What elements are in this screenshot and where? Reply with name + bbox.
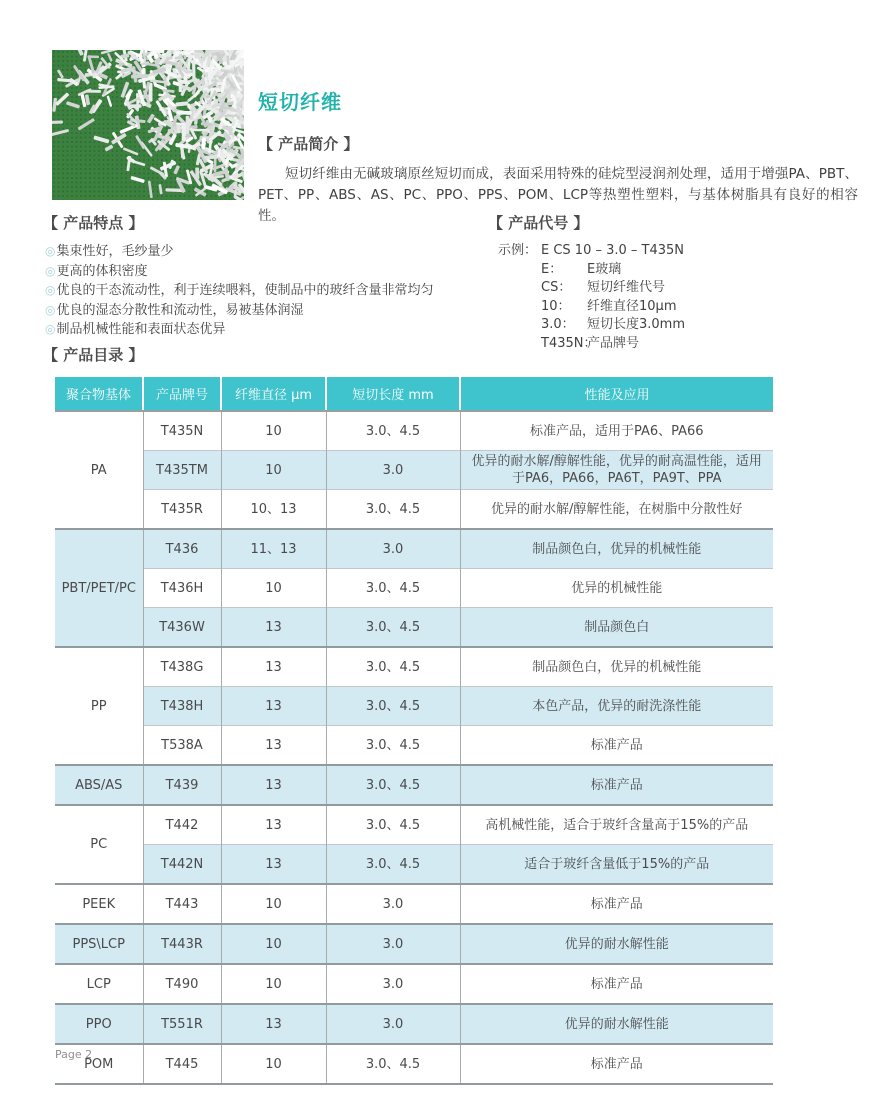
grade-cell: T436 bbox=[143, 529, 221, 569]
grade-cell: T445 bbox=[143, 1044, 221, 1084]
column-header-grade: 产品牌号 bbox=[143, 377, 221, 411]
table-row bbox=[55, 411, 773, 451]
polymer-cell: LCP bbox=[55, 964, 143, 1004]
feature-text: 制品机械性能和表面状态优异 bbox=[56, 322, 226, 337]
code-meaning: E玻璃 bbox=[587, 261, 622, 277]
grade-cell: T438G bbox=[143, 647, 221, 687]
polymer-cell: POM bbox=[55, 1044, 143, 1084]
code-example-row bbox=[498, 242, 860, 261]
length-cell: 3.0 bbox=[326, 451, 460, 490]
code-token: 10： bbox=[541, 298, 571, 314]
features-heading: 【 产品特点 】 bbox=[43, 214, 144, 232]
table-row bbox=[55, 765, 773, 805]
performance-cell: 优异的耐水解/醇解性能，优异的耐高温性能，适用于PA6，PA66，PA6T，PA9T、PPA bbox=[460, 451, 773, 490]
code-row bbox=[498, 298, 860, 317]
example-label: 示例： bbox=[498, 243, 538, 258]
length-cell: 3.0、4.5 bbox=[326, 569, 460, 608]
list-item bbox=[45, 262, 488, 282]
length-cell: 3.0、4.5 bbox=[326, 490, 460, 530]
performance-cell: 适合于玻纤含量低于15%的产品 bbox=[460, 845, 773, 885]
code-meaning: 短切长度3.0mm bbox=[587, 317, 686, 333]
performance-cell: 制品颜色白，优异的机械性能 bbox=[460, 529, 773, 569]
performance-cell: 高机械性能，适合于玻纤含量高于15%的产品 bbox=[460, 805, 773, 845]
diameter-cell: 10、13 bbox=[221, 490, 326, 530]
polymer-cell: PC bbox=[55, 805, 143, 884]
ring-bullet-icon: ◎ bbox=[45, 283, 56, 297]
diameter-cell: 13 bbox=[221, 1004, 326, 1044]
ring-bullet-icon: ◎ bbox=[45, 322, 56, 336]
ring-bullet-icon: ◎ bbox=[45, 244, 56, 258]
table-row bbox=[55, 569, 773, 608]
performance-cell: 标准产品 bbox=[460, 884, 773, 924]
list-item bbox=[45, 242, 488, 262]
diameter-cell: 10 bbox=[221, 884, 326, 924]
length-cell: 3.0 bbox=[326, 924, 460, 964]
code-meaning: 产品牌号 bbox=[587, 335, 640, 351]
diameter-cell: 13 bbox=[221, 765, 326, 805]
performance-cell: 标准产品 bbox=[460, 964, 773, 1004]
grade-cell: T435N bbox=[143, 411, 221, 451]
grade-cell: T438H bbox=[143, 687, 221, 726]
polymer-cell: PPO bbox=[55, 1004, 143, 1044]
codes-body bbox=[488, 242, 860, 354]
feature-text: 优良的湿态分散性和流动性，易被基体润湿 bbox=[56, 302, 304, 318]
performance-cell: 制品颜色白 bbox=[460, 608, 773, 648]
performance-cell: 优异的耐水解性能 bbox=[460, 924, 773, 964]
performance-cell: 本色产品，优异的耐洗涤性能 bbox=[460, 687, 773, 726]
length-cell: 3.0、4.5 bbox=[326, 411, 460, 451]
length-cell: 3.0 bbox=[326, 529, 460, 569]
example-value: E CS 10 – 3.0 – T435N bbox=[541, 243, 685, 258]
diameter-cell: 10 bbox=[221, 411, 326, 451]
table-row bbox=[55, 687, 773, 726]
table-row bbox=[55, 924, 773, 964]
performance-cell: 标准产品 bbox=[460, 1044, 773, 1084]
polymer-cell: ABS/AS bbox=[55, 765, 143, 805]
grade-cell: T443R bbox=[143, 924, 221, 964]
length-cell: 3.0 bbox=[326, 884, 460, 924]
code-meaning: 纤维直径10μm bbox=[587, 298, 677, 314]
diameter-cell: 10 bbox=[221, 569, 326, 608]
grade-cell: T442N bbox=[143, 845, 221, 885]
feature-text: 更高的体积密度 bbox=[56, 263, 148, 279]
grade-cell: T490 bbox=[143, 964, 221, 1004]
code-token: T435N： bbox=[541, 335, 597, 351]
features-section bbox=[43, 212, 488, 340]
list-item bbox=[45, 281, 488, 301]
length-cell: 3.0 bbox=[326, 964, 460, 1004]
diameter-cell: 13 bbox=[221, 805, 326, 845]
column-header-diameter: 纤维直径 μm bbox=[221, 377, 326, 411]
catalog-section bbox=[43, 344, 773, 1085]
code-token: 3.0： bbox=[541, 317, 575, 333]
hero-text-block bbox=[258, 86, 858, 227]
grade-cell: T436W bbox=[143, 608, 221, 648]
code-token: CS： bbox=[541, 280, 572, 296]
length-cell: 3.0、4.5 bbox=[326, 647, 460, 687]
grade-cell: T538A bbox=[143, 726, 221, 766]
table-row bbox=[55, 805, 773, 845]
performance-cell: 优异的耐水解性能 bbox=[460, 1004, 773, 1044]
feature-text: 优良的干态流动性，利于连续喂料，使制品中的玻纤含量非常均匀 bbox=[56, 283, 434, 298]
column-header-polymer: 聚合物基体 bbox=[55, 377, 143, 411]
length-cell: 3.0 bbox=[326, 1004, 460, 1044]
list-item bbox=[45, 301, 488, 321]
polymer-cell: PEEK bbox=[55, 884, 143, 924]
length-cell: 3.0、4.5 bbox=[326, 608, 460, 648]
grade-cell: T443 bbox=[143, 884, 221, 924]
grade-cell: T442 bbox=[143, 805, 221, 845]
table-row bbox=[55, 529, 773, 569]
performance-cell: 制品颜色白，优异的机械性能 bbox=[460, 647, 773, 687]
page-number: Page 2 bbox=[55, 1048, 93, 1061]
table-row bbox=[55, 1004, 773, 1044]
page-title: 短切纤维 bbox=[258, 90, 342, 114]
code-token: E： bbox=[541, 261, 563, 277]
codes-section bbox=[488, 212, 860, 354]
diameter-cell: 13 bbox=[221, 845, 326, 885]
table-row bbox=[55, 451, 773, 490]
diameter-cell: 13 bbox=[221, 726, 326, 766]
performance-cell: 优异的机械性能 bbox=[460, 569, 773, 608]
table-row bbox=[55, 845, 773, 885]
length-cell: 3.0、4.5 bbox=[326, 845, 460, 885]
code-row bbox=[498, 279, 860, 298]
diameter-cell: 10 bbox=[221, 451, 326, 490]
table-row bbox=[55, 964, 773, 1004]
diameter-cell: 10 bbox=[221, 964, 326, 1004]
polymer-cell: PP bbox=[55, 647, 143, 765]
table-row bbox=[55, 608, 773, 648]
product-photo bbox=[52, 50, 244, 200]
performance-cell: 优异的耐水解/醇解性能，在树脂中分散性好 bbox=[460, 490, 773, 530]
ring-bullet-icon: ◎ bbox=[45, 302, 56, 317]
list-item bbox=[45, 320, 488, 340]
diameter-cell: 11、13 bbox=[221, 529, 326, 569]
intro-paragraph: 短切纤维由无碱玻璃原丝短切而成，表面采用特殊的硅烷型浸润剂处理，适用于增强PA、PBT、PET、PP、ABS、AS、PC、PPO、PPS、POM、LCP等热塑性塑料，与基体树脂具有良好的相容性。 bbox=[258, 166, 858, 224]
product-catalog-table bbox=[55, 377, 773, 1085]
diameter-cell: 10 bbox=[221, 1044, 326, 1084]
length-cell: 3.0、4.5 bbox=[326, 805, 460, 845]
column-header-length: 短切长度 mm bbox=[326, 377, 460, 411]
feature-text: 集束性好，毛纱量少 bbox=[56, 244, 174, 259]
performance-cell: 标准产品，适用于PA6、PA66 bbox=[460, 411, 773, 451]
diameter-cell: 13 bbox=[221, 687, 326, 726]
chopped-fiber-photo-svg bbox=[52, 50, 244, 200]
code-meaning: 短切纤维代号 bbox=[587, 280, 666, 296]
catalog-heading: 【 产品目录 】 bbox=[43, 346, 144, 364]
performance-cell: 标准产品 bbox=[460, 726, 773, 766]
grade-cell: T436H bbox=[143, 569, 221, 608]
table-row bbox=[55, 1044, 773, 1084]
table-row bbox=[55, 726, 773, 766]
intro-section-heading: 【 产品简介 】 bbox=[258, 135, 359, 153]
performance-cell: 标准产品 bbox=[460, 765, 773, 805]
diameter-cell: 13 bbox=[221, 608, 326, 648]
column-header-performance: 性能及应用 bbox=[460, 377, 773, 411]
table-row bbox=[55, 884, 773, 924]
code-row bbox=[498, 261, 860, 280]
length-cell: 3.0、4.5 bbox=[326, 1044, 460, 1084]
code-row bbox=[498, 316, 860, 335]
length-cell: 3.0、4.5 bbox=[326, 765, 460, 805]
diameter-cell: 10 bbox=[221, 924, 326, 964]
grade-cell: T435TM bbox=[143, 451, 221, 490]
codes-heading: 【 产品代号 】 bbox=[488, 214, 589, 232]
grade-cell: T439 bbox=[143, 765, 221, 805]
grade-cell: T551R bbox=[143, 1004, 221, 1044]
features-list bbox=[45, 242, 488, 340]
polymer-cell: PBT/PET/PC bbox=[55, 529, 143, 647]
ring-bullet-icon: ◎ bbox=[45, 263, 56, 278]
diameter-cell: 13 bbox=[221, 647, 326, 687]
polymer-cell: PA bbox=[55, 411, 143, 529]
length-cell: 3.0、4.5 bbox=[326, 687, 460, 726]
grade-cell: T435R bbox=[143, 490, 221, 530]
table-row bbox=[55, 647, 773, 687]
length-cell: 3.0、4.5 bbox=[326, 726, 460, 766]
polymer-cell: PPS\LCP bbox=[55, 924, 143, 964]
table-row bbox=[55, 490, 773, 530]
table-header-row bbox=[55, 377, 773, 411]
